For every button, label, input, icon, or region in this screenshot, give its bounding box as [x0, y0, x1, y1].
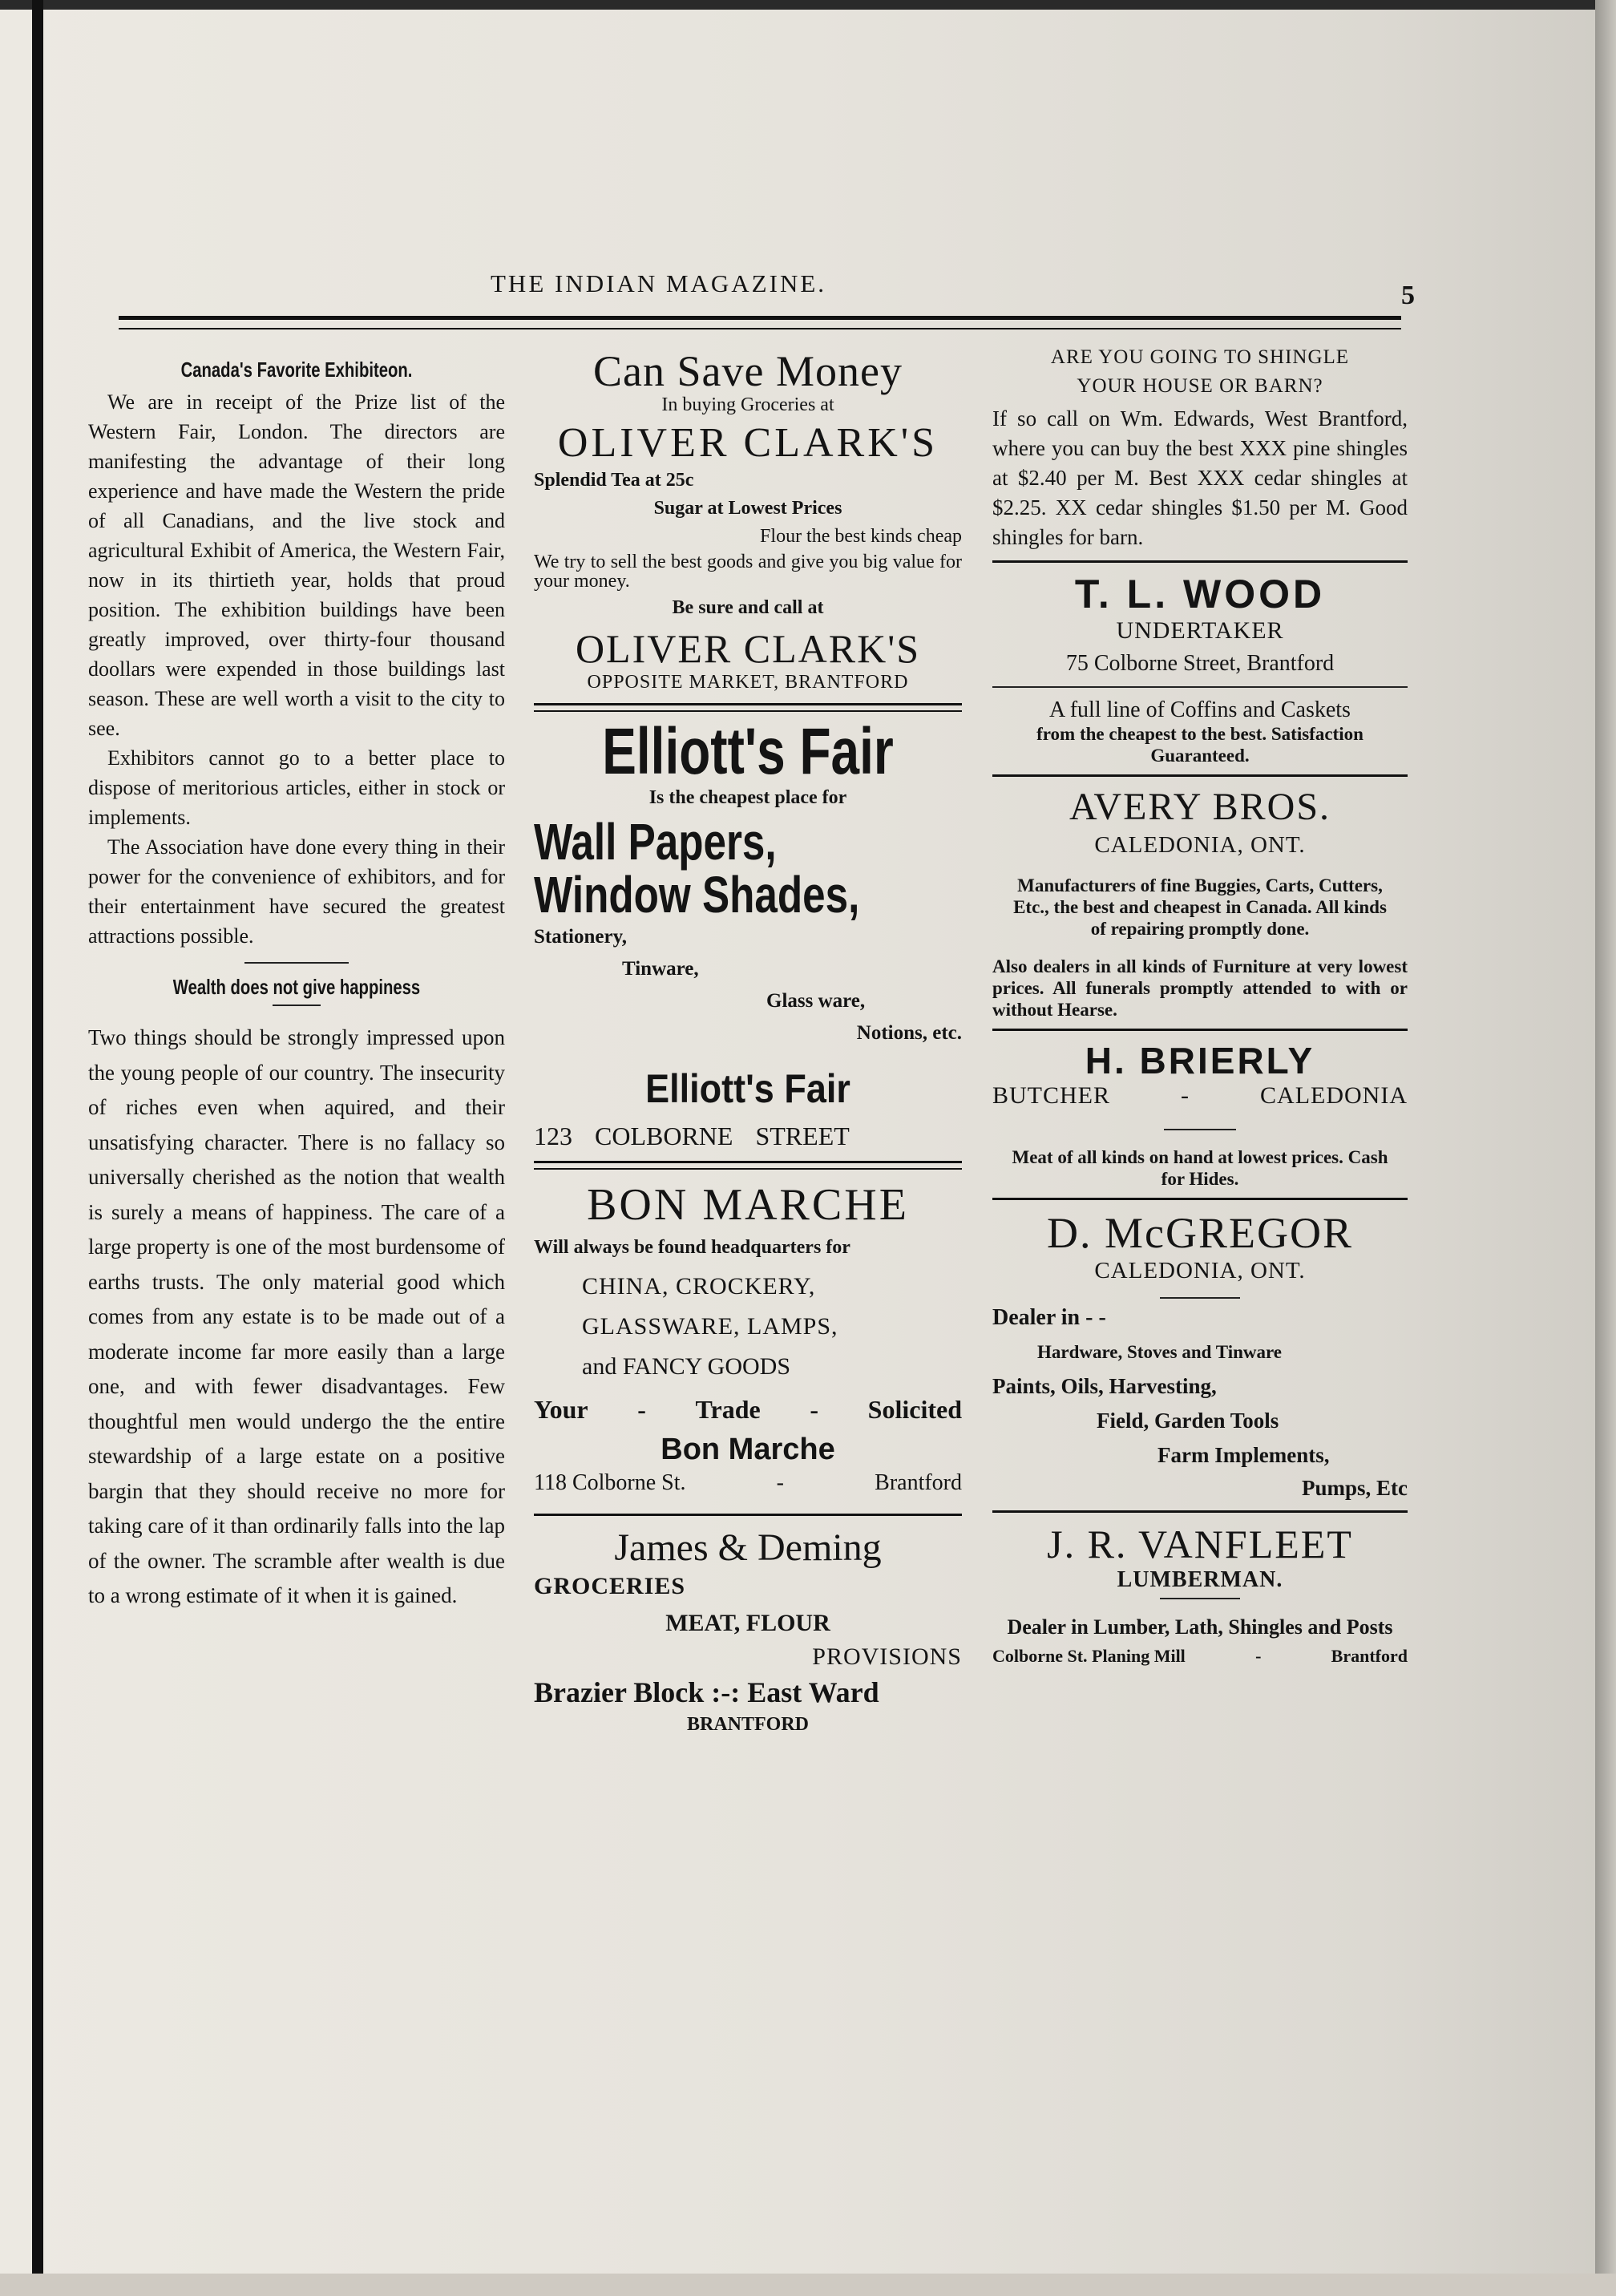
ad-business-name: AVERY BROS. [1069, 786, 1331, 828]
header-rule [119, 316, 1401, 329]
ad-body: A full line of Coffins and Caskets [1049, 697, 1351, 722]
ad-divider [992, 686, 1408, 688]
page-number: 5 [1401, 281, 1415, 310]
ad-place: CALEDONIA, ONT. [1094, 1258, 1306, 1283]
ad-business-name: Elliott's Fair [645, 1066, 850, 1111]
divider [244, 962, 349, 964]
ad-jr-vanfleet [992, 1521, 1408, 1667]
ad-item: Tinware, [622, 958, 699, 980]
ad-line: Farm Implements, [1157, 1443, 1330, 1467]
article-paragraph: Exhibitors cannot go to a better place to dispose of meritorious articles, either in stock or implements. [88, 746, 505, 829]
ad-business-name: OLIVER CLARK'S [557, 420, 939, 466]
ad-divider [1160, 1598, 1240, 1599]
ad-line: Pumps, Etc [1301, 1476, 1408, 1500]
page-top-edge [0, 0, 1616, 10]
ad-line: Paints, Oils, Harvesting, [992, 1374, 1217, 1398]
ad-line: Field, Garden Tools [1097, 1409, 1279, 1433]
ad-address: OPPOSITE MARKET, BRANTFORD [587, 672, 909, 693]
ad-body: Also dealers in all kinds of Furniture at very lowest prices. All funerals promptly attended to with or without Hearse. [992, 956, 1408, 1020]
ad-solicit-row [534, 1395, 962, 1425]
ad-subline: Will always be found headquarters for [534, 1237, 850, 1258]
ad-divider [992, 1029, 1408, 1031]
ad-address-row [534, 1470, 962, 1496]
ad-divider [534, 1161, 962, 1170]
page-bottom-edge [0, 2274, 1616, 2296]
ad-line: MEAT, FLOUR [665, 1610, 830, 1636]
ad-business-name: Bon Marche [661, 1433, 835, 1466]
divider [273, 1004, 321, 1006]
article-title-wealth: Wealth does not give happiness [172, 975, 421, 999]
ad-mill-row [992, 1646, 1408, 1667]
column-ads-right [992, 346, 1408, 1667]
ad-line: Be sure and call at [672, 597, 824, 618]
ad-body: If so call on Wm. Edwards, West Brantford, where you can buy the best XXX pine shingles at $2.40 per M. Best XXX cedar shingles at $2.25. XX cedar shingles $1.50 per M. Good shingles for barn. [992, 406, 1408, 549]
ad-headline: ARE YOU GOING TO SHINGLE [1050, 346, 1350, 368]
ad-line: GROCERIES [534, 1573, 686, 1599]
ad-d-mcgregor [992, 1208, 1408, 1501]
ad-body: Dealer in Lumber, Lath, Shingles and Posts [1007, 1615, 1393, 1639]
ad-address-separator: - [776, 1470, 784, 1495]
ad-divider [1160, 1297, 1240, 1299]
ad-divider [534, 703, 962, 712]
ad-pitch: We try to sell the best goods and give you big value for your money. [534, 552, 962, 592]
ad-address: Brantford [875, 1470, 962, 1495]
ad-trade: BUTCHER [992, 1082, 1111, 1109]
ad-business-name: Elliott's Fair [602, 715, 894, 788]
ad-trade: UNDERTAKER [1116, 617, 1284, 644]
ad-subline: Is the cheapest place for [648, 787, 847, 808]
ad-divider [992, 1198, 1408, 1200]
ad-oliver-clark [534, 346, 962, 693]
ad-line: Flour the best kinds cheap [760, 526, 962, 547]
ad-line: PROVISIONS [812, 1643, 962, 1670]
ad-business-name: H. BRIERLY [1085, 1040, 1315, 1081]
ad-trade-row [992, 1082, 1408, 1110]
ad-h-brierly [992, 1039, 1408, 1190]
ad-tl-wood [992, 571, 1408, 766]
ad-word: - [637, 1395, 646, 1424]
ad-city: BRANTFORD [686, 1714, 809, 1735]
article-paragraph: Two things should be strongly impressed upon the young people of our country. The insecurity of riches even when aquired, and their unsatisfying character. There is no fallacy so universally cherished as the notion that wealth is surely a means of happiness. The care of a large property is one of the most burdensome of earths trusts. The only material good which comes from any estate is to be made out of a moderate income far more easily than a large one, and with fewer disadvantages. Few thoughtful men would undergo the the entire stewardship of a large estate on a positive bargin that they should receive no more for taking care of it than ordinarily falls into the lap of the owner. The scramble after wealth is due to a wrong estimate of it when it is gained. [88, 1025, 505, 1607]
page-right-edge [1595, 0, 1616, 2296]
ad-separator: - [1181, 1082, 1190, 1109]
ad-divider [992, 560, 1408, 563]
ad-headline: YOUR HOUSE OR BARN? [1077, 375, 1323, 397]
binding-spine [32, 0, 43, 2296]
ad-divider [534, 1514, 962, 1516]
article-paragraph: The Association have done every thing in their power for the convenience of exhibitors, and for their entertainment have secured the greatest attractions possible. [88, 835, 505, 948]
ad-body: Meat of all kinds on hand at lowest prices. Cash for Hides. [1012, 1147, 1388, 1189]
column-articles [88, 346, 505, 1614]
ad-address: 118 Colborne St. [534, 1470, 686, 1495]
running-head: THE INDIAN MAGAZINE. [491, 269, 827, 297]
ad-word: Your [534, 1395, 588, 1424]
ad-window-shades: Window Shades, [534, 866, 860, 924]
ad-line: Sugar at Lowest Prices [653, 498, 842, 519]
ad-address: 123 COLBORNE STREET [534, 1122, 850, 1150]
ad-subline: In buying Groceries at [661, 394, 834, 415]
ad-business-name: J. R. VANFLEET [1047, 1522, 1353, 1566]
ad-line: GLASSWARE, LAMPS, [582, 1313, 838, 1340]
ad-item: Notions, etc. [856, 1022, 962, 1044]
ad-line: and FANCY GOODS [582, 1353, 791, 1380]
ad-body: from the cheapest to the best. Satisfaction Guaranteed. [1036, 724, 1364, 766]
ad-item: Stationery, [534, 926, 627, 948]
column-ads-center [534, 346, 962, 1736]
ad-separator: - [1255, 1646, 1262, 1666]
ad-place: CALEDONIA [1260, 1082, 1408, 1109]
ad-business-name: D. McGREGOR [1047, 1209, 1353, 1257]
ad-elliotts-fair [534, 717, 962, 1151]
ad-address: Brazier Block :-: East Ward [534, 1676, 879, 1708]
ad-wall-papers: Wall Papers, [534, 813, 777, 871]
ad-divider [992, 774, 1408, 777]
ad-business-name: OLIVER CLARK'S [575, 626, 921, 671]
ad-word: Trade [695, 1395, 761, 1424]
ad-line: Hardware, Stoves and Tinware [1037, 1342, 1282, 1362]
ad-address: 75 Colborne Street, Brantford [1065, 651, 1335, 676]
ad-city: Brantford [1331, 1646, 1408, 1666]
ad-word: Solicited [867, 1395, 962, 1424]
ad-business-name: BON MARCHE [587, 1180, 909, 1230]
ad-headline: Can Save Money [593, 347, 903, 395]
ad-line: Dealer in - - [992, 1305, 1106, 1330]
ad-avery-bros [992, 785, 1408, 1021]
ad-word: - [810, 1395, 819, 1424]
ad-line: CHINA, CROCKERY, [582, 1273, 816, 1300]
ad-business-name: James & Deming [614, 1526, 882, 1569]
ad-bon-marche [534, 1179, 962, 1496]
article-title-exhibition: Canada's Favorite Exhibiteon. [180, 358, 413, 382]
ad-edwards-shingles [992, 346, 1408, 552]
ad-trade: LUMBERMAN. [1117, 1567, 1283, 1592]
ad-line: Splendid Tea at 25c [534, 470, 694, 491]
ad-james-deming [534, 1526, 962, 1736]
ad-divider [1164, 1129, 1236, 1130]
ad-divider [992, 1510, 1408, 1513]
article-paragraph: We are in receipt of the Prize list of the Western Fair, London. The directors are manifesting the advantage of their long experience and have made the Western the pride of all Canadians, and the live stock and agricultural Exhibit of America, the Western Fair, now in its thirtieth year, holds that proud position. The exhibition buildings have been greatly improved, over thirty-four thousand doollars were expended in those buildings last season. These are well worth a visit to the city to see. [88, 390, 505, 740]
ad-place: CALEDONIA, ONT. [1094, 832, 1306, 858]
ad-item: Glass ware, [766, 990, 866, 1012]
ad-business-name: T. L. WOOD [1074, 572, 1326, 616]
ad-body: Manufacturers of fine Buggies, Carts, Cutters, Etc., the best and cheapest in Canada. All kinds of repairing promptly done. [1013, 875, 1387, 939]
ad-address: Colborne St. Planing Mill [992, 1646, 1186, 1666]
